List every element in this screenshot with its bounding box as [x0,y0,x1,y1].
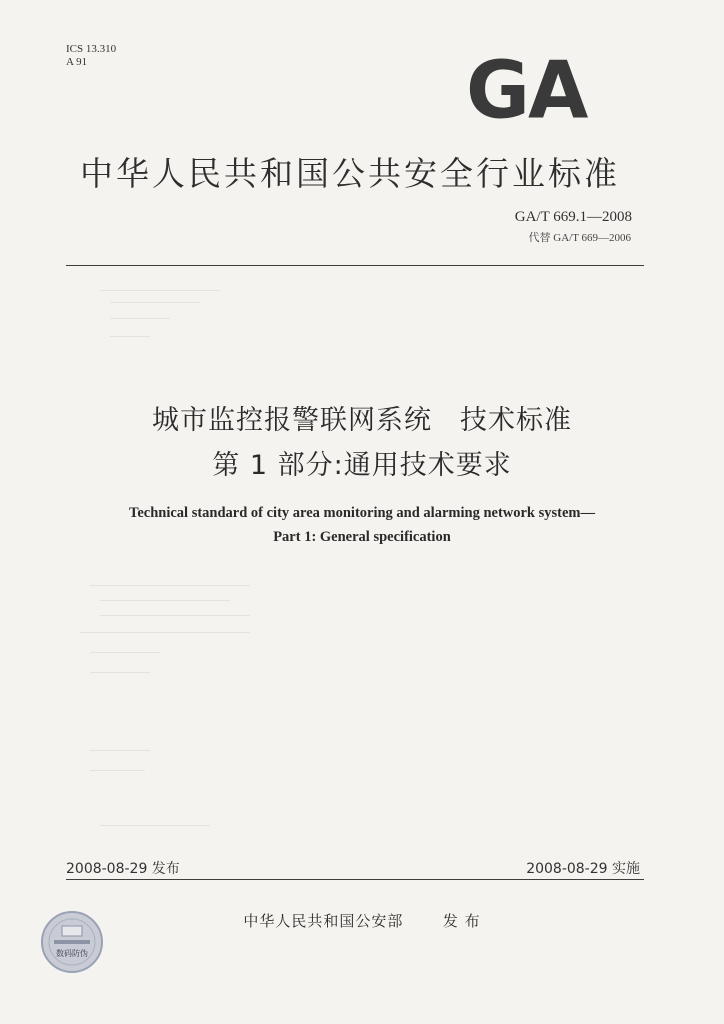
show-through-line [100,600,230,601]
classification-codes [66,43,116,69]
implement-date: 2008-08-29 实施 [526,861,640,877]
issue-date: 2008-08-29 发布 [66,861,180,877]
show-through-line [100,615,250,616]
show-through-line [110,318,170,319]
show-through-line [90,652,160,653]
publisher [0,910,724,931]
footer-divider [66,879,644,880]
show-through-line [90,672,150,673]
title-cn-line1: 城市监控报警联网系统 技术标准 [152,405,572,436]
show-through-line [110,302,200,303]
show-through-line [90,750,150,751]
show-through-line [100,290,220,291]
title-en-line1: Technical standard of city area monitoring and alarming network system— [128,505,595,521]
show-through-line [90,585,250,586]
seal-label: 数码防伪 [56,949,88,958]
show-through-line [90,770,145,771]
header-divider [66,265,644,266]
seal-icon [40,910,104,974]
show-through-line [80,632,250,633]
show-through-line [100,825,210,826]
title-cn-line2: 第 1 部分:通用技术要求 [212,450,512,481]
ics-code: ICS 13.310 [66,43,117,55]
ga-logo: GA [466,45,587,137]
title-en-line2: Part 1: General specification [273,529,451,545]
publisher-name: 中华人民共和国公安部 [243,912,404,930]
publisher-action: 发 布 [442,912,481,930]
ccs-code: A 91 [66,56,88,68]
standard-number: GA/T 669.1—2008 [514,209,632,225]
org-title: 中华人民共和国公共安全行业标准 [80,154,620,193]
show-through-line [110,336,150,337]
anti-counterfeit-seal [40,910,104,974]
standard-replaces: 代替 GA/T 669—2006 [528,232,631,244]
